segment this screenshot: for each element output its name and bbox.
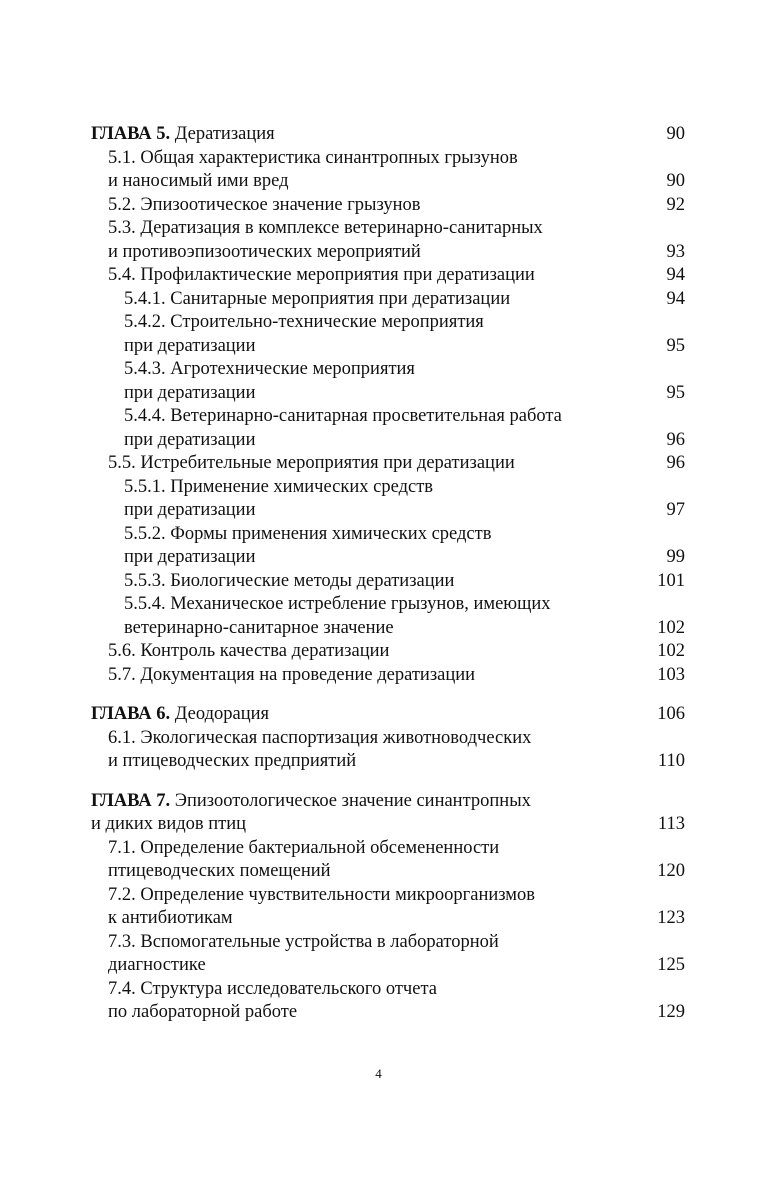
toc-entry-5-5-2[interactable] [91, 523, 687, 570]
toc-entry-5-4-3[interactable] [91, 358, 687, 405]
page-ref: 123 [657, 908, 685, 928]
chapter-title: Деодорация [174, 704, 270, 724]
page-ref: 113 [657, 814, 685, 834]
page-ref: 129 [657, 1002, 685, 1022]
entry-line: 5.7. Документация на проведение дератизации [108, 664, 476, 685]
entry-line: 5.1. Общая характеристика синантропных грызунов [108, 147, 518, 168]
page-ref: 96 [666, 453, 685, 473]
page-ref: 110 [657, 751, 685, 771]
entry-line: 5.4.2. Строительно-технические мероприятия [124, 312, 484, 332]
entry-line: 5.4.4. Ветеринарно-санитарная просветительная работа [124, 406, 562, 426]
chapter-title-continuation: и диких видов птиц [91, 814, 247, 834]
chapter-heading [91, 703, 687, 727]
page-ref: 102 [657, 641, 685, 661]
page-ref: 95 [666, 335, 685, 356]
toc-entry-7-2[interactable] [91, 884, 687, 931]
toc-entry-5-3[interactable] [91, 217, 687, 264]
chapter-title: Эпизоотологическое значение синантропных [174, 790, 531, 811]
toc-entry-5-6[interactable] [91, 640, 687, 664]
chapter-heading [91, 790, 687, 814]
entry-line: 7.3. Вспомогательные устройства в лабораторной [108, 931, 499, 952]
toc-entry-5-2[interactable] [91, 194, 687, 218]
toc-chapter-7[interactable] [91, 790, 687, 837]
toc-entry-7-4[interactable] [91, 978, 687, 1025]
chapter-label: ГЛАВА 6. [91, 704, 171, 724]
entry-line: 5.5. Истребительные мероприятия при дератизации [108, 453, 515, 473]
chapter-label: ГЛАВА 7. [91, 790, 171, 811]
toc-entry-5-5-4[interactable] [91, 593, 687, 640]
page-ref: 95 [666, 382, 685, 403]
page-ref: 96 [666, 429, 685, 450]
toc-chapter-5[interactable] [91, 123, 687, 147]
page-ref: 94 [666, 288, 685, 309]
entry-line: и наносимый ими вред [108, 171, 289, 191]
entry-line: 5.4.1. Санитарные мероприятия при дератизации [124, 288, 511, 309]
entry-line: 5.2. Эпизоотическое значение грызунов [108, 194, 421, 215]
chapter-title: Дератизация [174, 124, 275, 144]
entry-line: при дератизации [124, 429, 256, 450]
entry-line: 5.3. Дератизация в комплексе ветеринарно-санитарных [108, 218, 543, 238]
chapter-label: ГЛАВА 5. [91, 124, 171, 144]
page-ref: 102 [657, 617, 685, 638]
page-ref: 125 [657, 955, 685, 975]
entry-line: при дератизации [124, 547, 256, 567]
toc-entry-6-1[interactable] [91, 727, 687, 774]
toc-entry-5-5[interactable] [91, 452, 687, 476]
entry-line: 5.5.3. Биологические методы дератизации [124, 570, 455, 591]
entry-line: 5.4. Профилактические мероприятия при дератизации [108, 265, 535, 285]
toc-entry-5-4-2[interactable] [91, 311, 687, 358]
entry-line: 7.2. Определение чувствительности микроорганизмов [108, 884, 535, 905]
entry-line: и птицеводческих предприятий [108, 751, 357, 771]
page-number: 4 [375, 1066, 382, 1081]
entry-line: при дератизации [124, 382, 256, 403]
entry-line: и противоэпизоотических мероприятий [108, 241, 421, 262]
entry-line: ветеринарно-санитарное значение [124, 617, 394, 638]
entry-line: 6.1. Экологическая паспортизация животноводческих [108, 727, 532, 748]
page-ref: 106 [657, 704, 685, 724]
toc-entry-7-1[interactable] [91, 837, 687, 884]
page-ref: 93 [666, 241, 685, 262]
toc-entry-7-3[interactable] [91, 931, 687, 978]
page-ref: 94 [666, 265, 685, 285]
entry-line: 7.4. Структура исследовательского отчета [108, 978, 437, 999]
entry-line: 5.5.2. Формы применения химических средств [124, 523, 492, 544]
toc-entry-5-4-1[interactable] [91, 288, 687, 312]
table-of-contents [91, 123, 687, 1025]
page-ref: 120 [657, 861, 685, 881]
page-ref: 92 [666, 194, 685, 215]
entry-line: диагностике [108, 955, 206, 975]
entry-line: 5.4.3. Агротехнические мероприятия [124, 359, 415, 379]
toc-entry-5-4-4[interactable] [91, 405, 687, 452]
page-ref: 97 [666, 500, 685, 520]
entry-line: птицеводческих помещений [108, 861, 331, 881]
toc-entry-5-7[interactable] [91, 664, 687, 688]
toc-entry-5-5-3[interactable] [91, 570, 687, 594]
toc-entry-5-1[interactable] [91, 147, 687, 194]
toc-entry-5-4[interactable] [91, 264, 687, 288]
entry-line: 5.6. Контроль качества дератизации [108, 641, 390, 661]
toc-entry-5-5-1[interactable] [91, 476, 687, 523]
page-ref: 101 [657, 570, 685, 591]
toc-chapter-6[interactable] [91, 703, 687, 727]
chapter-heading [91, 123, 687, 147]
entry-line: 5.5.1. Применение химических средств [124, 476, 434, 497]
entry-line: 7.1. Определение бактериальной обсемененности [108, 837, 500, 858]
entry-line: при дератизации [124, 335, 256, 356]
entry-line: при дератизации [124, 500, 256, 520]
entry-line: по лабораторной работе [108, 1002, 298, 1022]
page-ref: 90 [666, 124, 685, 144]
page-ref: 99 [666, 547, 685, 567]
page-ref: 103 [657, 664, 685, 685]
entry-line: 5.5.4. Механическое истребление грызунов, имеющих [124, 594, 551, 614]
page-ref: 90 [666, 171, 685, 191]
entry-line: к антибиотикам [108, 908, 233, 928]
